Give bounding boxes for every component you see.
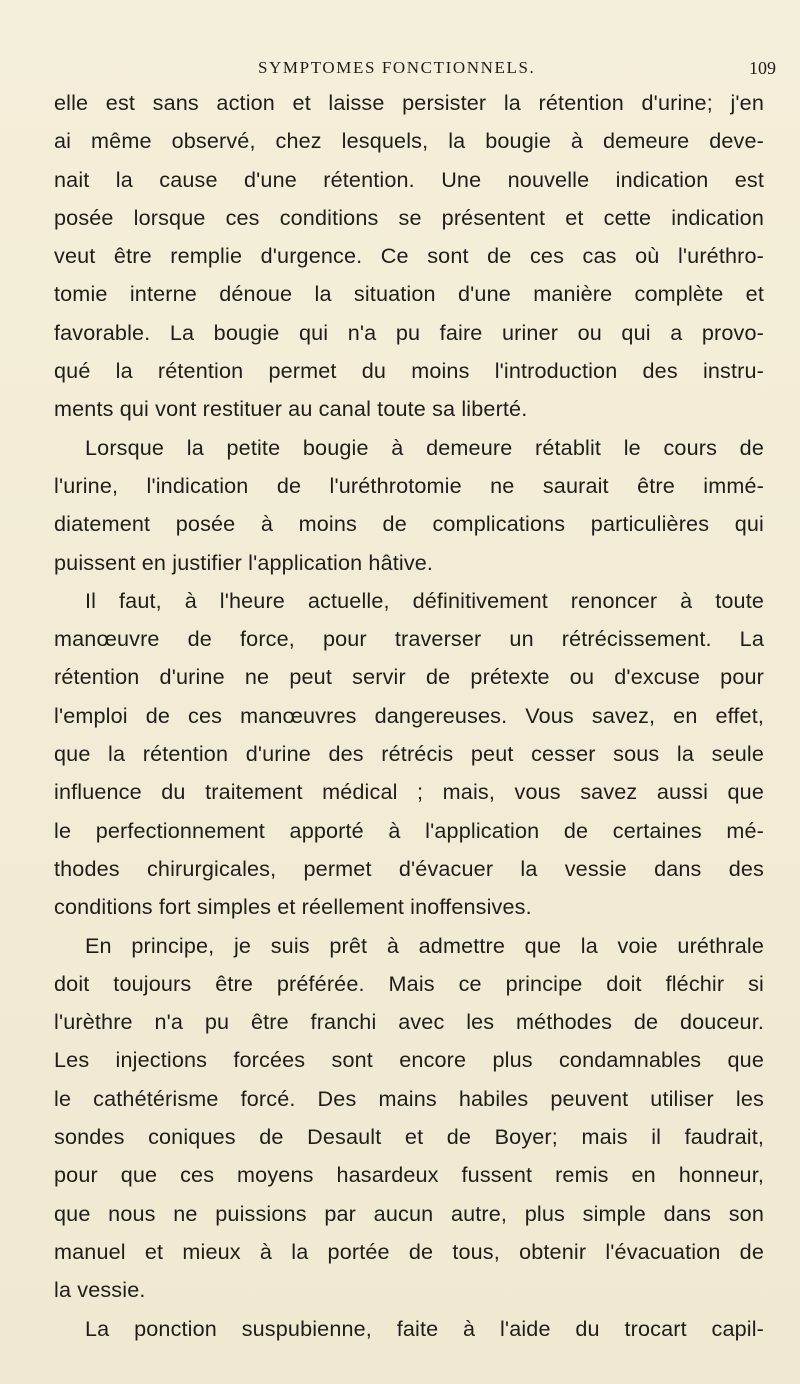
text-line: thodes chirurgicales, permet d'évacuer la vessie dans des [54,855,764,881]
text-line: Les injections forcées sont encore plus condamnables que [54,1047,764,1073]
text-line: ments qui vont restituer au canal toute sa liberté. [54,396,528,422]
text-line: conditions fort simples et réellement inoffensives. [54,894,532,920]
text-line: pour que ces moyens hasardeux fussent remis en honneur, [54,1162,764,1188]
text-line: diatement posée à moins de complications particulières qui [54,511,764,537]
text-line: posée lorsque ces conditions se présentent et cette indication [54,204,764,230]
text-line: puissent en justifier l'application hâtive. [54,549,434,575]
text-line: ai même observé, chez lesquels, la bougie à demeure deve- [54,128,764,154]
text-line: l'emploi de ces manœuvres dangereuses. Vous savez, en effet, [54,702,764,728]
text-line: En principe, je suis prêt à admettre que la voie uréthrale [85,932,764,958]
text-line: Lorsque la petite bougie à demeure rétablit le cours de [85,434,764,460]
text-line: doit toujours être préférée. Mais ce principe doit fléchir si [54,970,764,996]
text-line: Il faut, à l'heure actuelle, définitivement renoncer à toute [85,587,764,613]
text-line: La ponction suspubienne, faite à l'aide du trocart capil- [85,1315,764,1341]
text-line: manuel et mieux à la portée de tous, obtenir l'évacuation de [54,1238,764,1264]
running-title: SYMPTOMES FONCTIONNELS. [258,58,536,77]
text-line: influence du traitement médical ; mais, vous savez aussi que [54,779,764,805]
text-line: tomie interne dénoue la situation d'une manière complète et [54,281,764,307]
text-line: favorable. La bougie qui n'a pu faire uriner ou qui a provo- [54,319,764,345]
text-line: manœuvre de force, pour traverser un rétrécissement. La [54,626,764,652]
text-line: l'urine, l'indication de l'uréthrotomie ne saurait être immé- [54,472,764,498]
text-line: l'urèthre n'a pu être franchi avec les méthodes de douceur. [54,1009,764,1035]
text-line: veut être remplie d'urgence. Ce sont de ces cas où l'uréthro- [54,243,764,269]
text-line: sondes coniques de Desault et de Boyer; mais il faudrait, [54,1124,764,1150]
text-line: que la rétention d'urine des rétrécis peut cesser sous la seule [54,741,764,767]
text-line: la vessie. [54,1277,146,1303]
body-text [54,84,764,1348]
text-line: qué la rétention permet du moins l'introduction des instru- [54,358,764,384]
text-line: le cathétérisme forcé. Des mains habiles peuvent utiliser les [54,1085,764,1111]
page-number: 109 [749,58,776,78]
text-line: le perfectionnement apporté à l'application de certaines mé- [54,817,764,843]
text-line: rétention d'urine ne peut servir de prétexte ou d'excuse pour [54,664,764,690]
text-line: nait la cause d'une rétention. Une nouvelle indication est [54,166,764,192]
text-line: que nous ne puissions par aucun autre, plus simple dans son [54,1200,764,1226]
text-line: elle est sans action et laisse persister la rétention d'urine; j'en [54,90,764,115]
